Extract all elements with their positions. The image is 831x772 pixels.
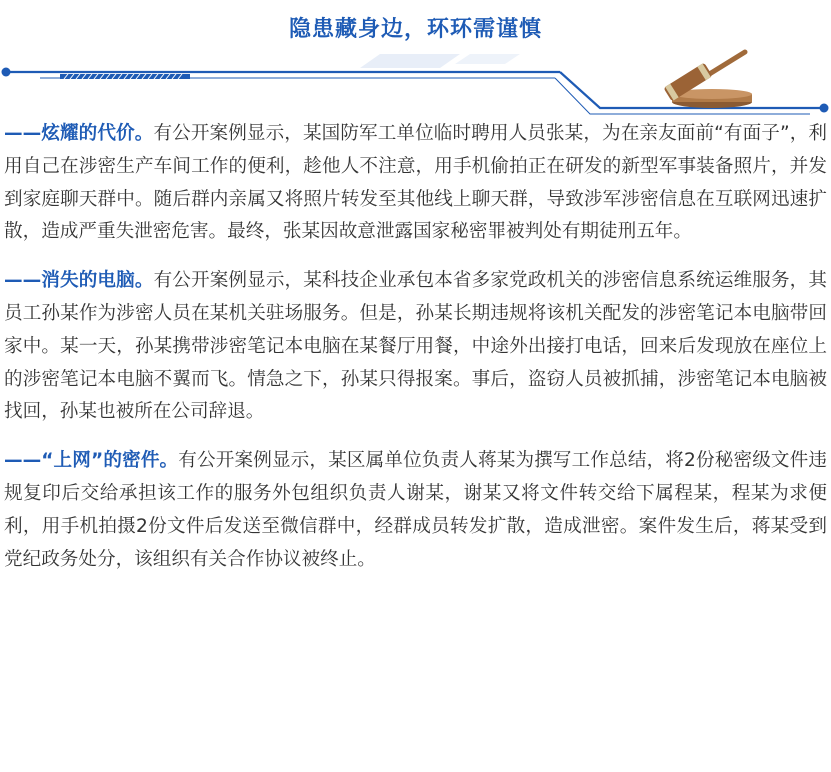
case-heading: ——“上网”的密件。 xyxy=(4,450,179,472)
case-heading: ——消失的电脑。 xyxy=(4,270,154,292)
case-body: 有公开案例显示，某科技企业承包本省多家党政机关的涉密信息系统运维服务，其员工孙某作为涉密人员在某机关驻场服务。但是，孙某长期违规将该机关配发的涉密笔记本电脑带回家中。某一天，孙某携带涉密笔记本电脑在某餐厅用餐，中途外出接打电话，回来后发现放在座位上的涉密笔记本电脑不翼而飞。情急之下，孙某只得报案。事后，盗窃人员被抓捕，涉密笔记本电脑被找回，孙某也被所在公司辞退。 xyxy=(4,270,827,423)
case-paragraph-1 xyxy=(4,118,827,249)
content-area xyxy=(0,118,831,592)
left-dot-icon xyxy=(2,68,11,77)
right-dot-icon xyxy=(820,104,829,113)
page-title: 隐患藏身边，环环需谨慎 xyxy=(288,17,542,42)
case-paragraph-2 xyxy=(4,265,827,429)
header-banner xyxy=(0,46,831,118)
case-paragraph-3 xyxy=(4,445,827,576)
case-heading: ——炫耀的代价。 xyxy=(4,123,154,144)
case-body: 有公开案例显示，某国防军工单位临时聘用人员张某，为在亲友面前“有面子”，利用自己在涉密生产车间工作的便利，趁他人不注意，用手机偷拍正在研发的新型军事装备照片，并发到家庭聊天群中。随后群内亲属又将照片转发至其他线上聊天群，导致涉军涉密信息在互联网迅速扩散，造成严重失泄密危害。最终，张某因故意泄露国家秘密罪被判处有期徒刑五年。 xyxy=(4,123,827,243)
hatch-decoration xyxy=(60,74,190,79)
case-body: 有公开案例显示，某区属单位负责人蒋某为撰写工作总结，将2份秘密级文件违规复印后交给承担该工作的服务外包组织负责人谢某，谢某又将文件转交给下属程某，程某为求便利，用手机拍摄2份文件后发送至微信群中，经群成员转发扩散，造成泄密。案件发生后，蒋某受到党纪政务处分，该组织有关合作协议被终止。 xyxy=(4,450,827,570)
